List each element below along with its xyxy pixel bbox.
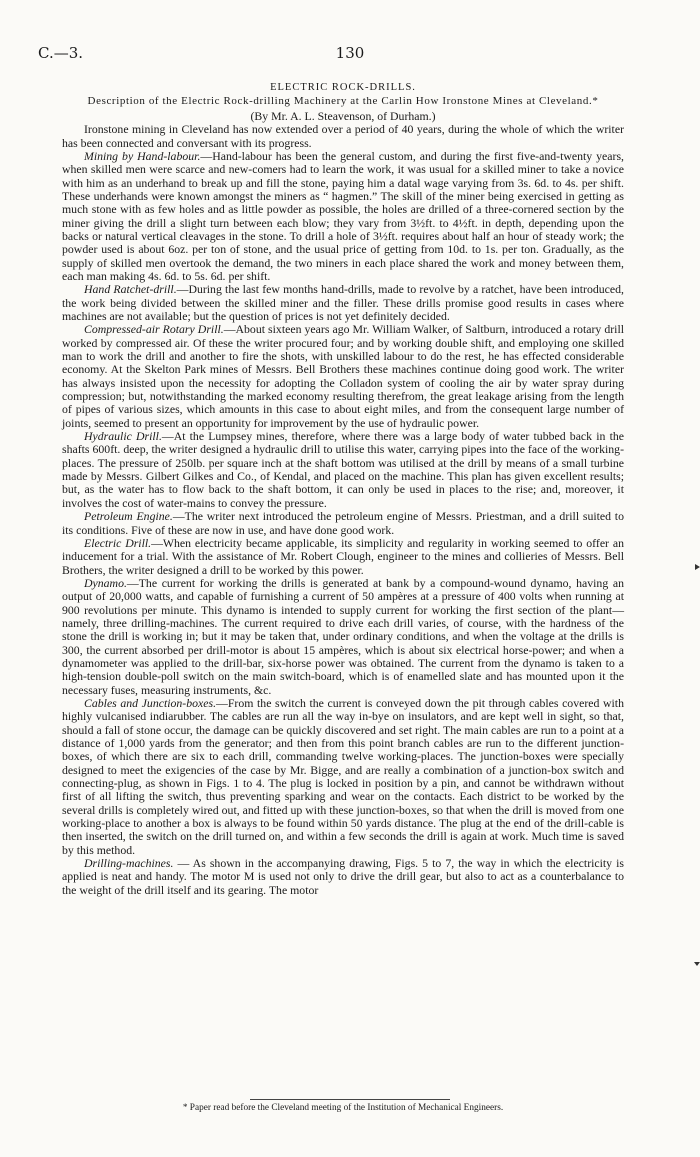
section-text: —During the last few months hand-drills, made to revolve by a ratchet, have been introduced, the work being divided between the skilled miner and the filler. These drills promise good results in cases where machines are not available; but the question of prices is not yet definitely decided. [62, 282, 624, 323]
margin-arrow-right-icon [695, 564, 700, 570]
article-title: ELECTRIC ROCK-DRILLS. [270, 82, 416, 93]
intro-paragraph: Ironstone mining in Cleveland has now extended over a period of 40 years, during the whole of which the writer has been connected and conversant with its progress. [62, 122, 624, 150]
section-text: —When electricity became applicable, its simplicity and regularity in working seemed to offer an inducement for a trial. With the assistance of Mr. Robert Clough, engineer to the mines and collieries of Messrs. Bell Brothers, the writer designed a drill to be worked by this power. [62, 535, 624, 577]
page-number: 130 [335, 44, 365, 62]
section-drilling-machines [62, 857, 624, 897]
section-text: — As shown in the accompanying drawing, Figs. 5 to 7, the way in which the electricity is applied is neat and handy. The motor M is used not only to drive the drill gear, but also to act as a counterbalance to the weight of the drill itself and its gearing. The motor [62, 856, 624, 897]
section-text: —Hand-labour has been the general custom, and during the first five-and-twenty years, when skilled men were scarce and new-comers had to learn the work, it was usual for a skilled miner to take a novice with him as an underhand to break up and fill the stone, paying him a datal wage varying from 3s. 6d. to 4s. per shift. These underhands were known amongst the miners as “ hagmen.” The skill of the miner being exercised in getting as much stone with as few holes and as little powder as possible, the holes are drilled of a three-cornered section by the miner giving the drill a slight turn between each blow; they vary from 3½ft. to 4½ft. in depth, depending upon the backs or natural vertical cleavages in the stone. To drill a hole of 3½ft. requires about half an hour of steady work; the powder used is about 6oz. per ton of stone, and the usual price of getting from 10d. to 1s. per ton. Gradually, as the supply of skilled men overtook the demand, the two miners in each place shared the work and money between them, each man making 4s. 6d. to 5s. 6d. per shift. [62, 148, 624, 283]
section-heading: Hydraulic Drill. [84, 429, 162, 444]
section-text: —The current for working the drills is generated at bank by a compound-wound dynamo, having an output of 20,000 watts, and capable of furnishing a current of 50 ampères at a pressure of 400 volts when running at 900 revolutions per minute. This dynamo is intended to supply current for working the first section of the plant—namely, three drilling-machines. The current required to drive each drill varies, of course, with the hardness of the stone the drill is working in; but it may be taken that, under ordinary conditions, and when the voltage at the drills is 300, the current absorbed per drill-motor is about 15 ampères, which is about six electrical horse-power; and when a dynamometer was applied to the drill-bar, six-horse power was obtained. The current from the dynamo is taken to a high-tension double-poll switch on the main switch-board, which is of enamelled slate and has mounted upon it the necessary fuses, measuring instruments, &c. [62, 575, 624, 697]
section-heading: Hand Ratchet-drill. [84, 282, 177, 297]
section-text: —From the switch the current is conveyed down the pit through cables covered with highly vulcanised indiarubber. The cables are run all the way in-bye on insulators, and are kept well in sight, so that, should a fall of stone occur, the damage can be quickly discovered and set right. The main cables are run to a point at a distance of 1,000 yards from the generator; and then from this point branch cables are run to the different junction-boxes, of which there are six to each drill, commanding twelve working-places. The junction-boxes were specially designed to meet the exigencies of the case by Mr. Bigge, and are really a combination of a junction-box switch and connecting-plug, as shown in Figs. 1 to 4. The plug is locked in position by a pin, and cannot be withdrawn without first of all lifting the switch, thus preventing sparking and wear on the contacts. Each district to be worked by the several drills is completely wired out, and fitted up with these junction-boxes, so that when the drill is moved from one working-place to another a box is always to be found within 50 yards distance. The plug at the end of the drill-cable is then inserted, the switch on the drill turned on, and within a few seconds the drill is again at work. Much time is saved by this method. [62, 695, 624, 857]
article-author: (By Mr. A. L. Steavenson, of Durham.) [250, 108, 436, 123]
section-electric-drill [62, 537, 624, 577]
document-reference: C.—3. [38, 44, 84, 62]
section-heading: Compressed-air Rotary Drill. [84, 322, 224, 337]
section-text: —At the Lumpsey mines, therefore, where there was a large body of water tubbed back in the shafts 600ft. deep, the writer designed a hydraulic drill to utilise this water, carrying pipes into the face of the working-places. The pressure of 250lb. per square inch at the shaft bottom was utilised at the drill by means of a small turbine made by Messrs. Gilbert Gilkes and Co., of Kendal, and placed on the machine. This plan has given excellent results; but, as the water has to flow back to the shaft bottom, it can only be used in places to the rise; and, moreover, it involves the cost of water-mains to convey the pressure. [62, 429, 624, 510]
section-ratchet-drill [62, 283, 624, 323]
footnote-divider [250, 1099, 450, 1100]
section-heading: Electric Drill. [84, 535, 152, 550]
margin-arrow-down-icon [694, 962, 700, 966]
section-heading: Drilling-machines. [84, 856, 174, 871]
article-body [62, 81, 624, 897]
section-cables [62, 697, 624, 857]
section-hydraulic-drill [62, 430, 624, 510]
section-hand-labour [62, 150, 624, 283]
section-heading: Mining by Hand-labour. [84, 148, 201, 163]
article-subtitle: Description of the Electric Rock-drilling Machinery at the Carlin How Ironstone Mines at Cleveland.* [87, 95, 599, 108]
section-compressed-air [62, 323, 624, 430]
section-petroleum-engine [62, 510, 624, 537]
section-heading: Petroleum Engine. [84, 509, 173, 524]
section-text: —About sixteen years ago Mr. William Walker, of Saltburn, introduced a rotary drill worked by compressed air. Of these the writer procured four; and by working double shift, and employing one skilled man to work the drill and another to fire the shots, with unskilled labour to do the rest, he has effected considerable economy. At the Skelton Park mines of Messrs. Bell Brothers these machines continue doing good work. The writer has always insisted upon the necessity for adopting the Colladon system of cooling the air by water spray during compression; but, notwithstanding the marked economy resulting therefrom, the great leakage arising from the length of pipes of various sizes, which amounts in this case to about eight miles, and from the consequent large number of joints, seemed to present an opportunity for improvement by the use of hydraulic power. [62, 322, 624, 430]
footnote: * Paper read before the Cleveland meeting of the Institution of Mechanical Engineers. [182, 1103, 504, 1113]
section-heading: Cables and Junction-boxes. [84, 695, 217, 710]
section-dynamo [62, 577, 624, 697]
section-heading: Dynamo. [84, 575, 127, 590]
section-text: —The writer next introduced the petroleum engine of Messrs. Priestman, and a drill suited to its conditions. Five of these are now in use, and have done good work. [62, 509, 624, 537]
page-header [38, 44, 662, 64]
